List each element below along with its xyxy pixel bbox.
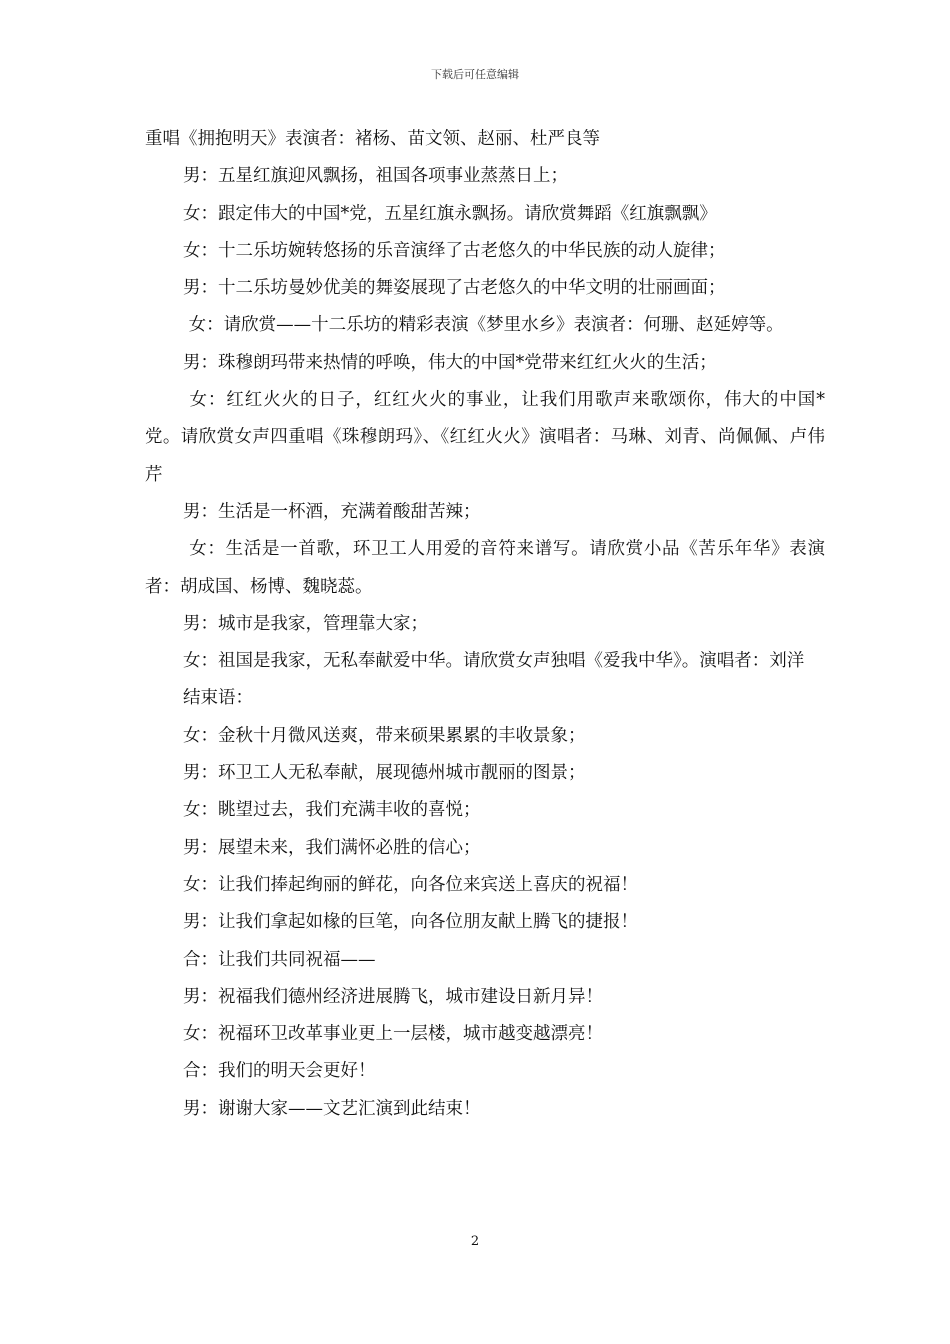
paragraph: 女：让我们捧起绚丽的鲜花，向各位来宾送上喜庆的祝福！ bbox=[183, 874, 638, 895]
paragraph: 女：祝福环卫改革事业更上一层楼，城市越变越漂亮！ bbox=[183, 1024, 603, 1045]
paragraph: 女：跟定伟大的中国*党，五星红旗永飘扬。请欣赏舞蹈《红旗飘飘》 bbox=[183, 203, 717, 224]
paragraph: 结束语： bbox=[183, 688, 253, 709]
paragraph: 合：让我们共同祝福—— bbox=[183, 949, 376, 970]
paragraph: 女：请欣赏——十二乐坊的精彩表演《梦里水乡》表演者：何珊、赵延婷等。 bbox=[183, 315, 784, 336]
paragraph: 女：十二乐坊婉转悠扬的乐音演绎了古老悠久的中华民族的动人旋律； bbox=[183, 240, 726, 261]
page-header: 下载后可任意编辑 bbox=[431, 68, 519, 81]
paragraph: 女：生活是一首歌，环卫工人用爱的音符来谱写。请欣赏小品《苦乐年华》表演者：胡成国、杨博、魏晓蕊。 bbox=[145, 539, 825, 597]
document-body bbox=[145, 121, 825, 1128]
paragraph: 合：我们的明天会更好！ bbox=[183, 1061, 376, 1082]
paragraph: 男：珠穆朗玛带来热情的呼唤，伟大的中国*党带来红红火火的生活； bbox=[183, 352, 717, 373]
paragraph: 女：祖国是我家，无私奉献爱中华。请欣赏女声独唱《爱我中华》。演唱者：刘洋 bbox=[183, 651, 805, 672]
paragraph: 男：谢谢大家——文艺汇演到此结束！ bbox=[183, 1098, 481, 1119]
page-number: 2 bbox=[470, 1234, 480, 1249]
paragraph: 男：五星红旗迎风飘扬，祖国各项事业蒸蒸日上； bbox=[183, 166, 568, 187]
paragraph: 男：生活是一杯酒，充满着酸甜苦辣； bbox=[183, 501, 481, 522]
paragraph: 男：祝福我们德州经济进展腾飞，城市建设日新月异！ bbox=[183, 986, 603, 1007]
paragraph: 女：眺望过去，我们充满丰收的喜悦； bbox=[183, 800, 481, 821]
paragraph: 男：城市是我家，管理靠大家； bbox=[183, 613, 428, 634]
paragraph: 重唱《拥抱明天》表演者：褚杨、苗文领、赵丽、杜严良等 bbox=[145, 129, 600, 149]
paragraph: 女：红红火火的日子，红红火火的事业，让我们用歌声来歌颂你，伟大的中国*党。请欣赏女声四重唱《珠穆朗玛》、《红红火火》演唱者：马琳、刘青、尚佩佩、卢伟芹 bbox=[145, 390, 825, 485]
paragraph: 女：金秋十月微风送爽，带来硕果累累的丰收景象； bbox=[183, 725, 586, 746]
paragraph: 男：十二乐坊曼妙优美的舞姿展现了古老悠久的中华文明的壮丽画面； bbox=[183, 278, 726, 299]
paragraph: 男：环卫工人无私奉献，展现德州城市靓丽的图景； bbox=[183, 763, 586, 784]
paragraph: 男：展望未来，我们满怀必胜的信心； bbox=[183, 837, 481, 858]
paragraph: 男：让我们拿起如椽的巨笔，向各位朋友献上腾飞的捷报！ bbox=[183, 912, 638, 933]
